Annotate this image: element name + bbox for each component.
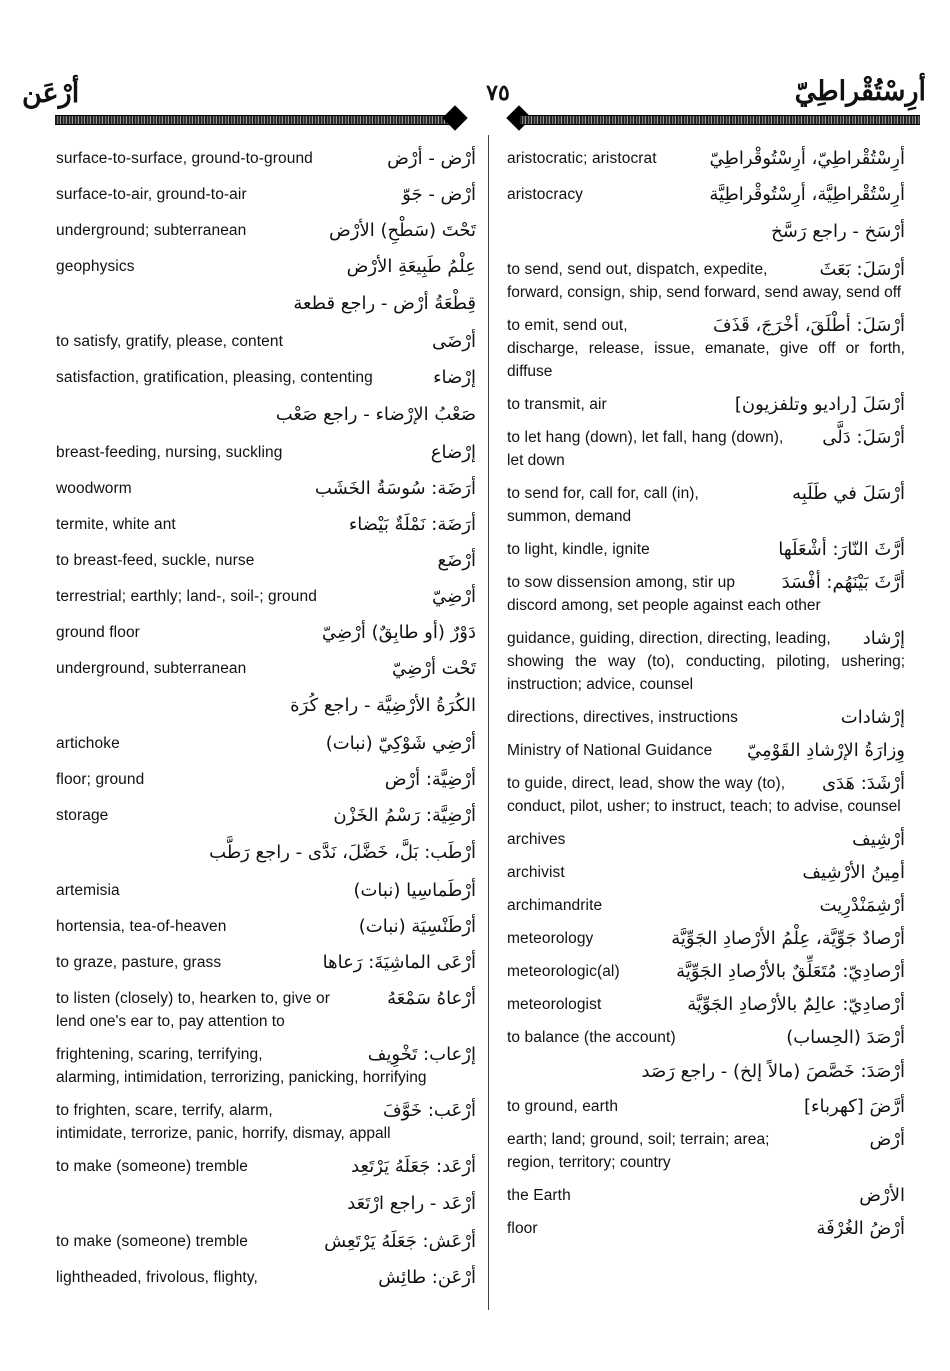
- dictionary-entry: [507, 960, 905, 983]
- entry-english: to let hang (down), let fall, hang (down),: [507, 429, 784, 446]
- dictionary-entry: [56, 768, 476, 791]
- dictionary-entry: [507, 482, 905, 528]
- entry-english: to breast-feed, suckle, nurse: [56, 552, 255, 569]
- entry-english: the Earth: [507, 1187, 571, 1204]
- header-rule-right: [520, 115, 920, 125]
- dictionary-entry: [507, 993, 905, 1016]
- entry-arabic: أرْضَى: [432, 331, 476, 352]
- entry-arabic: إرْشادات: [840, 707, 905, 728]
- entry-arabic: أرْضِيَّة: رَسْمُ الخَزْن: [333, 805, 476, 826]
- dictionary-entry: [56, 366, 476, 389]
- entry-arabic: أمِينُ الأرْشِيف: [802, 862, 905, 883]
- dictionary-entry: [56, 513, 476, 536]
- dictionary-entry: [507, 1095, 905, 1118]
- entry-english: meteorology: [507, 930, 594, 947]
- entry-arabic: أرْعَى الماشِيَةَ: رَعاها: [322, 952, 476, 973]
- entry-arabic: أرَّثَ النّارَ: أشْعَلَها: [778, 539, 905, 560]
- entry-english: guidance, guiding, direction, directing, leading,: [507, 630, 831, 647]
- entry-arabic: الأرْض: [859, 1185, 905, 1206]
- entry-arabic: أرْعَب: خَوَّفَ: [383, 1100, 476, 1121]
- entry-english: to balance (the account): [507, 1029, 676, 1046]
- entry-english-continuation: let down: [507, 452, 565, 469]
- entry-arabic: أرْسَلَ في طَلَبِه: [792, 483, 905, 504]
- dictionary-entry: [56, 879, 476, 902]
- entry-arabic: دَوْرٌ (أو طابِقٌ) أرْضِيّ: [321, 622, 476, 643]
- entry-arabic: أرْض - أرْض: [387, 148, 476, 169]
- dictionary-entry: [507, 147, 905, 170]
- column-divider: [488, 135, 489, 1310]
- entry-english: to light, kindle, ignite: [507, 541, 650, 558]
- diamond-ornament-left: [442, 105, 467, 130]
- dictionary-entry: [507, 828, 905, 851]
- entry-english: directions, directives, instructions: [507, 709, 739, 726]
- entry-english: to transmit, air: [507, 396, 607, 413]
- entry-arabic: أرَّضَ [كهرباء]: [804, 1096, 905, 1117]
- entry-arabic: أرْض - جَوّ: [402, 184, 476, 205]
- entry-english: to frighten, scare, terrify, alarm,: [56, 1102, 273, 1119]
- entry-arabic: أرْصادِيّ: مُتَعَلِّقٌ بالأرْصادِ الجَوِّيَّة: [676, 961, 905, 982]
- dictionary-entry: [56, 330, 476, 353]
- dictionary-entry: [507, 1059, 905, 1085]
- entry-arabic: أرْسَلَ: أطْلَقَ، أخْرَجَ، قَذَفَ: [713, 315, 905, 336]
- dictionary-entry: [56, 1043, 476, 1089]
- entry-english: woodworm: [56, 480, 132, 497]
- entry-english: storage: [56, 807, 109, 824]
- dictionary-entry: [56, 987, 476, 1033]
- entry-arabic: أرْشَدَ: هَدَى: [821, 773, 905, 794]
- dictionary-entry: [56, 1191, 476, 1217]
- entry-english: to satisfy, gratify, please, content: [56, 333, 284, 350]
- dictionary-entry: [56, 657, 476, 680]
- entry-english: archivist: [507, 864, 565, 881]
- dictionary-entry: [56, 183, 476, 206]
- entry-arabic: أرْسَلَ: بَعَثَ: [819, 259, 905, 280]
- entry-english: to guide, direct, lead, show the way (to),: [507, 775, 786, 792]
- entry-english: surface-to-surface, ground-to-ground: [56, 150, 313, 167]
- entry-arabic: الكُرَةُ الأرْضِيَّة - راجع كُرَة: [290, 695, 476, 716]
- dictionary-entry: [56, 255, 476, 278]
- entry-arabic: أرْسَخ - راجع رَسَّخ: [771, 221, 905, 242]
- entry-arabic: أرْعَد: جَعَلَهُ يَرْتَعِد: [351, 1156, 476, 1177]
- entry-english: breast-feeding, nursing, suckling: [56, 444, 283, 461]
- entry-english: to sow dissension among, stir up: [507, 574, 736, 591]
- entry-arabic: أرْصَدَ (الحِساب): [786, 1027, 905, 1048]
- entry-english-continuation: lend one's ear to, pay attention to: [56, 1013, 285, 1030]
- entry-arabic: وِزارَةُ الإرْشادِ القَوْمِيّ: [746, 740, 905, 761]
- dictionary-entry: [507, 258, 905, 304]
- dictionary-entry: [56, 219, 476, 242]
- entry-english: Ministry of National Guidance: [507, 742, 713, 759]
- dictionary-entry: [56, 804, 476, 827]
- entry-english-continuation: conduct, pilot, usher; to instruct, teach; to advise, counsel: [507, 798, 901, 815]
- entry-arabic: إرْضاء: [433, 367, 476, 388]
- entry-english: aristocratic; aristocrat: [507, 150, 657, 167]
- entry-arabic: أرَّثَ بَيْنَهُم: أفْسَدَ: [781, 572, 905, 593]
- dictionary-entry: [507, 627, 905, 696]
- right-column: [507, 143, 905, 1240]
- entry-arabic: عِلْمُ طَبِيعَةِ الأرْض: [346, 256, 476, 277]
- entry-english: to make (someone) tremble: [56, 1158, 249, 1175]
- dictionary-entry: [507, 1128, 905, 1174]
- entry-arabic: أرِسْتُقْراطِيَّة، أرِسْتُوقْراطِيَّة: [709, 184, 905, 205]
- entry-english: hortensia, tea-of-heaven: [56, 918, 227, 935]
- dictionary-entry: [56, 915, 476, 938]
- entry-english: surface-to-air, ground-to-air: [56, 186, 247, 203]
- entry-arabic: أرْصَدَ: خَصَّصَ (مالاً إلخ) - راجع رَصَد: [641, 1061, 905, 1082]
- dictionary-entry: [507, 571, 905, 617]
- entry-english-continuation: alarming, intimidation, terrorizing, panicking, horrifying: [56, 1069, 427, 1086]
- dictionary-entry: [56, 732, 476, 755]
- dictionary-entry: [507, 772, 905, 818]
- entry-english: archimandrite: [507, 897, 603, 914]
- entry-arabic: أرْعَن: طائِش: [378, 1267, 476, 1288]
- entry-arabic: أرْضِيَّة: أرْض: [384, 769, 476, 790]
- entry-arabic: إرْشاد: [862, 628, 905, 649]
- entry-arabic: أرْطَنْسِيَة (نبات): [358, 916, 476, 937]
- entry-english: termite, white ant: [56, 516, 176, 533]
- dictionary-entry: [56, 693, 476, 719]
- dictionary-entry: [56, 477, 476, 500]
- entry-arabic: أرَضَة: سُوسَةُ الخَشَب: [314, 478, 476, 499]
- dictionary-entry: [56, 1230, 476, 1253]
- entry-english-continuation: summon, demand: [507, 508, 632, 525]
- entry-english-continuation: discord among, set people against each other: [507, 597, 821, 614]
- entry-arabic: أرْض: [869, 1129, 905, 1150]
- dictionary-entry: [56, 951, 476, 974]
- entry-english: to send for, call for, call (in),: [507, 485, 699, 502]
- dictionary-entry: [507, 1217, 905, 1240]
- dictionary-entry: [56, 1099, 476, 1145]
- entry-english: ground floor: [56, 624, 140, 641]
- entry-arabic: قِطْعَةُ أرْض - راجع قطعة: [293, 293, 476, 314]
- entry-arabic: أرْضِي شَوْكِيّ (نبات): [325, 733, 476, 754]
- dictionary-entry: [56, 441, 476, 464]
- entry-arabic: أرِسْتُقْراطِيّ، أرِسْتُوقْراطِيّ: [709, 148, 905, 169]
- entry-english: meteorologic(al): [507, 963, 620, 980]
- entry-english: to listen (closely) to, hearken to, give or: [56, 990, 330, 1007]
- dictionary-entry: [56, 1155, 476, 1178]
- entry-english: underground; subterranean: [56, 222, 247, 239]
- dictionary-entry: [56, 291, 476, 317]
- dictionary-entry: [507, 219, 905, 245]
- dictionary-entry: [507, 894, 905, 917]
- entry-arabic: أرْصادٌ جَوِّيَّة، عِلْمُ الأرْصادِ الجَوِّيَّة: [671, 928, 905, 949]
- dictionary-entry: [56, 147, 476, 170]
- dictionary-entry: [56, 402, 476, 428]
- entry-english: artemisia: [56, 882, 120, 899]
- dictionary-entry: [507, 538, 905, 561]
- dictionary-entry: [507, 183, 905, 206]
- dictionary-entry: [56, 549, 476, 572]
- page-number: ٧٥: [486, 80, 510, 106]
- left-guide-word: أرْعَن: [22, 78, 80, 109]
- dictionary-entry: [507, 1184, 905, 1207]
- entry-english: floor: [507, 1220, 538, 1237]
- dictionary-entry: [507, 861, 905, 884]
- right-guide-word: أرِسْتُقْراطِيّ: [794, 76, 926, 107]
- entry-arabic: أرْشِمَنْدْرِيت: [819, 895, 905, 916]
- entry-english-continuation: showing the way (to), conducting, piloting, ushering; instruction; advice, counsel: [507, 653, 905, 693]
- entry-english: to graze, pasture, grass: [56, 954, 222, 971]
- entry-english: floor; ground: [56, 771, 145, 788]
- entry-arabic: أرْعاهُ سَمْعَهُ: [387, 988, 476, 1009]
- entry-arabic: إرْضاع: [430, 442, 476, 463]
- dictionary-entry: [507, 739, 905, 762]
- entry-english: terrestrial; earthly; land-, soil-; ground: [56, 588, 317, 605]
- entry-english: to make (someone) tremble: [56, 1233, 249, 1250]
- entry-arabic: أرْسَلَ [راديو وتلفزيون]: [734, 394, 905, 415]
- entry-english: lightheaded, frivolous, flighty,: [56, 1269, 258, 1286]
- entry-english: frightening, scaring, terrifying,: [56, 1046, 263, 1063]
- entry-arabic: أرْطَب: بَلَّ، خَضَّلَ، نَدَّى - راجع رَطَّب: [209, 842, 476, 863]
- entry-arabic: أرْسَلَ: دَلَّى: [822, 427, 905, 448]
- entry-english: meteorologist: [507, 996, 602, 1013]
- entry-english: artichoke: [56, 735, 120, 752]
- entry-english: underground, subterranean: [56, 660, 247, 677]
- entry-english-continuation: intimidate, terrorize, panic, horrify, dismay, appall: [56, 1125, 391, 1142]
- dictionary-entry: [507, 314, 905, 383]
- entry-english: to emit, send out,: [507, 317, 628, 334]
- entry-arabic: أرْطَماسِيا (نبات): [353, 880, 476, 901]
- entry-english-continuation: forward, consign, ship, send forward, send away, send off: [507, 284, 902, 301]
- entry-arabic: إرْعاب: تَخْوِيف: [367, 1044, 476, 1065]
- entry-arabic: أرَضَة: نَمْلَةٌ بَيْضاء: [348, 514, 476, 535]
- entry-arabic: أرْصادِيّ: عالِمٌ بالأرْصادِ الجَوِّيَّة: [687, 994, 905, 1015]
- entry-english: to send, send out, dispatch, expedite,: [507, 261, 768, 278]
- entry-arabic: تَحْت أرْضِيّ: [391, 658, 476, 679]
- dictionary-entry: [507, 426, 905, 472]
- entry-arabic: أرْضِيّ: [432, 586, 476, 607]
- entry-english: geophysics: [56, 258, 135, 275]
- page-header: [0, 0, 950, 130]
- entry-arabic: تَحْتَ (سَطْحِ) الأرْض: [329, 220, 476, 241]
- entry-english: to ground, earth: [507, 1098, 619, 1115]
- dictionary-entry: [56, 840, 476, 866]
- dictionary-entry: [507, 1026, 905, 1049]
- entry-english: archives: [507, 831, 566, 848]
- dictionary-entry: [56, 621, 476, 644]
- entry-english: earth; land; ground, soil; terrain; area;: [507, 1131, 770, 1148]
- entry-arabic: صَعْبُ الإرْضاء - راجع صَعْب: [275, 404, 476, 425]
- dictionary-entry: [507, 927, 905, 950]
- dictionary-entry: [56, 1266, 476, 1289]
- entry-english-continuation: region, territory; country: [507, 1154, 671, 1171]
- entry-arabic: أرْشِيف: [852, 829, 905, 850]
- entry-arabic: أرْضَع: [437, 550, 476, 571]
- entry-english: aristocracy: [507, 186, 584, 203]
- dictionary-entry: [507, 393, 905, 416]
- entry-arabic: أرْضُ الغُرْفَة: [816, 1218, 905, 1239]
- entry-english: satisfaction, gratification, pleasing, contenting: [56, 369, 373, 386]
- dictionary-entry: [507, 706, 905, 729]
- entry-english-continuation: discharge, release, issue, emanate, give off or forth, diffuse: [507, 340, 905, 380]
- left-column: [56, 143, 476, 1289]
- header-rule-left: [55, 115, 455, 125]
- dictionary-entry: [56, 585, 476, 608]
- entry-arabic: أرْعَش: جَعَلَهُ يَرْتَعِش: [324, 1231, 476, 1252]
- entry-arabic: أرْعَد - راجع ارْتَعَد: [347, 1193, 476, 1214]
